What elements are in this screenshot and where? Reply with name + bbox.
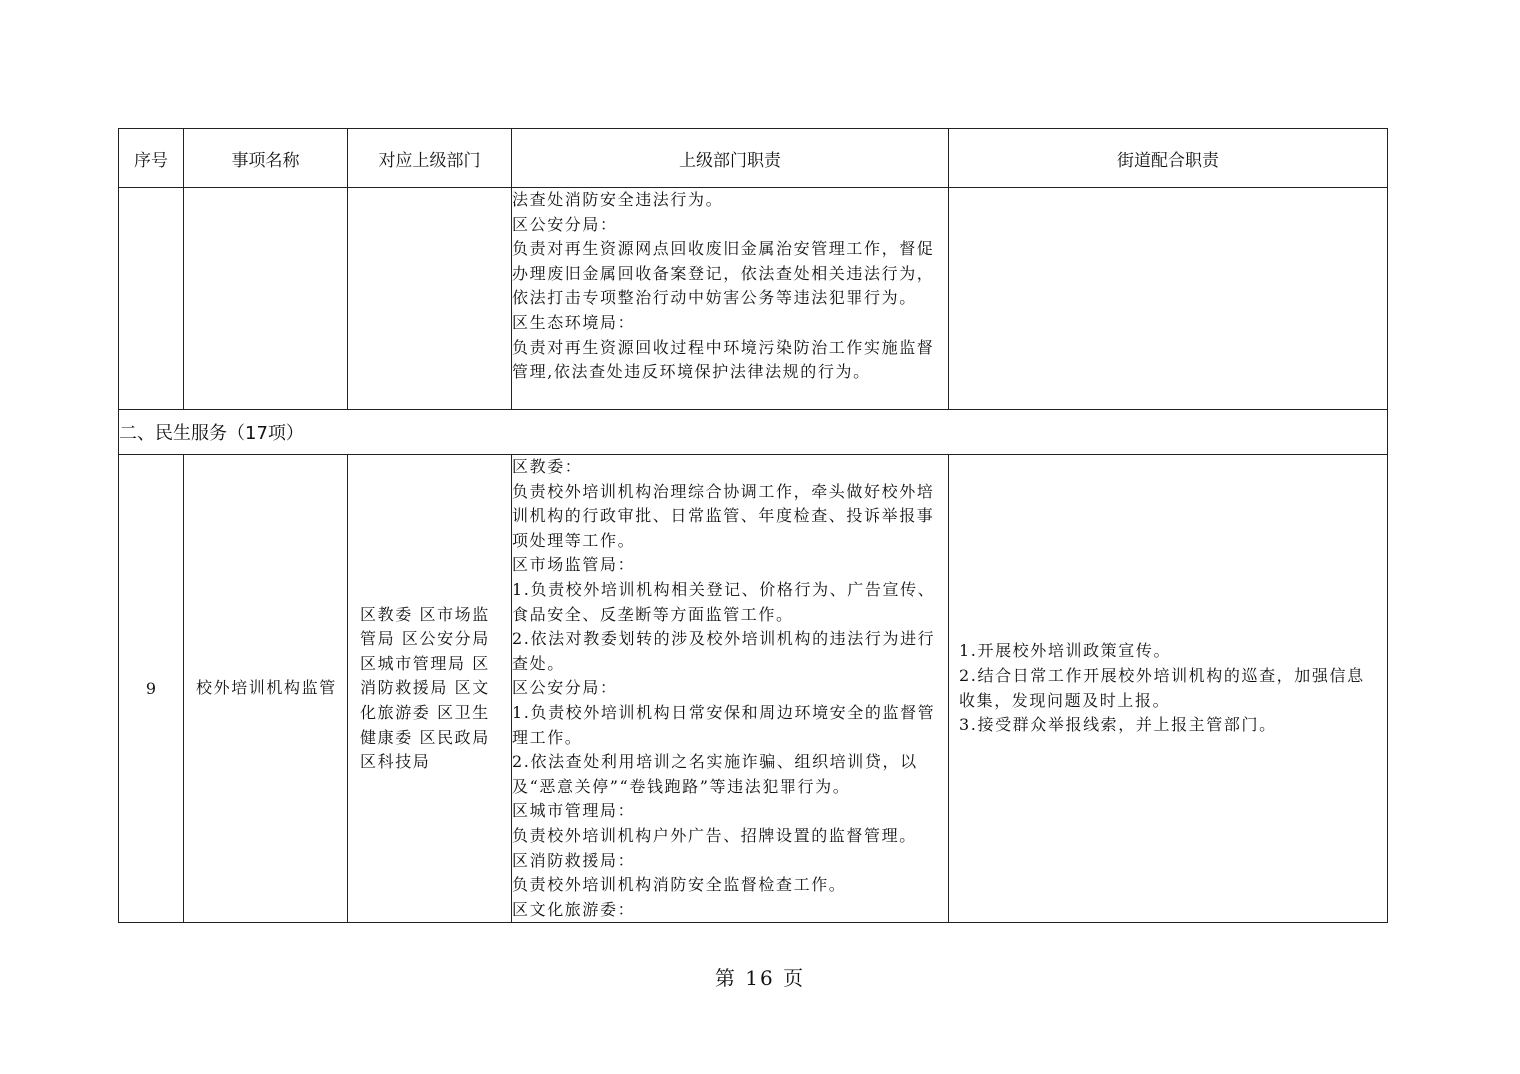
- header-no: 序号: [119, 129, 184, 188]
- table-row: [119, 188, 1388, 410]
- duty-line: 2.依法查处利用培训之名实施诈骗、组织培训贷，以及“恶意关停”“卷钱跑路”等违法犯罪行为。: [512, 752, 918, 796]
- item-duties-cell: [512, 455, 949, 923]
- duty-line: 区教委：: [512, 457, 583, 476]
- continuation-duties-cell: [512, 188, 949, 410]
- section-title: 二、民生服务（17项）: [119, 410, 1388, 455]
- item-name: 校外培训机构监管: [184, 455, 348, 923]
- street-duty-line: 3.接受群众举报线索，并上报主管部门。: [959, 715, 1277, 735]
- street-duty-line: 2.结合日常工作开展校外培训机构的巡查，加强信息收集，发现问题及时上报。: [959, 666, 1365, 710]
- header-item-name: 事项名称: [184, 129, 348, 188]
- duty-line: 1.负责校外培训机构相关登记、价格行为、广告宣传、食品安全、反垄断等方面监管工作。: [512, 579, 936, 624]
- continuation-name-cell: [184, 188, 348, 410]
- duty-line: 1.负责校外培训机构日常安保和周边环境安全的监督管理工作。: [512, 702, 936, 747]
- duty-line: 法查处消防安全违法行为。: [512, 190, 724, 209]
- responsibility-table: [118, 128, 1388, 923]
- street-duty-line: 1.开展校外培训政策宣传。: [959, 641, 1172, 661]
- duty-line: 区生态环境局：: [512, 312, 636, 332]
- duty-line: 区市场监管局：: [512, 555, 636, 575]
- duty-line: 负责对再生资源回收过程中环境污染防治工作实施监督管理,依法查处违反环境保护法律法规的行为。: [512, 337, 935, 382]
- duty-line: 负责对再生资源网点回收废旧金属治安管理工作，督促办理废旧金属回收备案登记，依法查处相关违法行为，依法打击专项整治行动中妨害公务等违法犯罪行为。: [512, 239, 935, 308]
- continuation-street-cell: [949, 188, 1388, 410]
- header-department: 对应上级部门: [348, 129, 512, 188]
- duty-line: 区公安分局：: [512, 678, 618, 698]
- duty-line: 区城市管理局：: [512, 801, 636, 821]
- item-departments: 区教委 区市场监管局 区公安分局 区城市管理局 区消防救援局 区文化旅游委 区卫生健康委 区民政局 区科技局: [348, 455, 512, 923]
- section-row: [119, 410, 1388, 455]
- item-no: 9: [119, 455, 184, 923]
- page-number: 第 16 页: [714, 966, 806, 990]
- duty-line: 2.依法对教委划转的涉及校外培训机构的违法行为进行查处。: [512, 629, 936, 673]
- header-street-duties: 街道配合职责: [949, 129, 1388, 188]
- duty-line: 负责校外培训机构消防安全监督检查工作。: [512, 875, 847, 895]
- duty-line: 区文化旅游委：: [512, 899, 636, 919]
- continuation-dept-cell: [348, 188, 512, 410]
- header-department-duties: 上级部门职责: [512, 129, 949, 188]
- table-row: [119, 455, 1388, 923]
- duty-line: 负责校外培训机构治理综合协调工作，牵头做好校外培训机构的行政审批、日常监管、年度检查、投诉举报事项处理等工作。: [512, 481, 935, 550]
- continuation-no-cell: [119, 188, 184, 410]
- item-street-duties-cell: [949, 455, 1388, 923]
- table-header-row: [119, 129, 1388, 188]
- duty-line: 区公安分局：: [512, 214, 618, 234]
- duty-line: 负责校外培训机构户外广告、招牌设置的监督管理。: [512, 825, 917, 845]
- duty-line: 区消防救援局：: [512, 850, 636, 870]
